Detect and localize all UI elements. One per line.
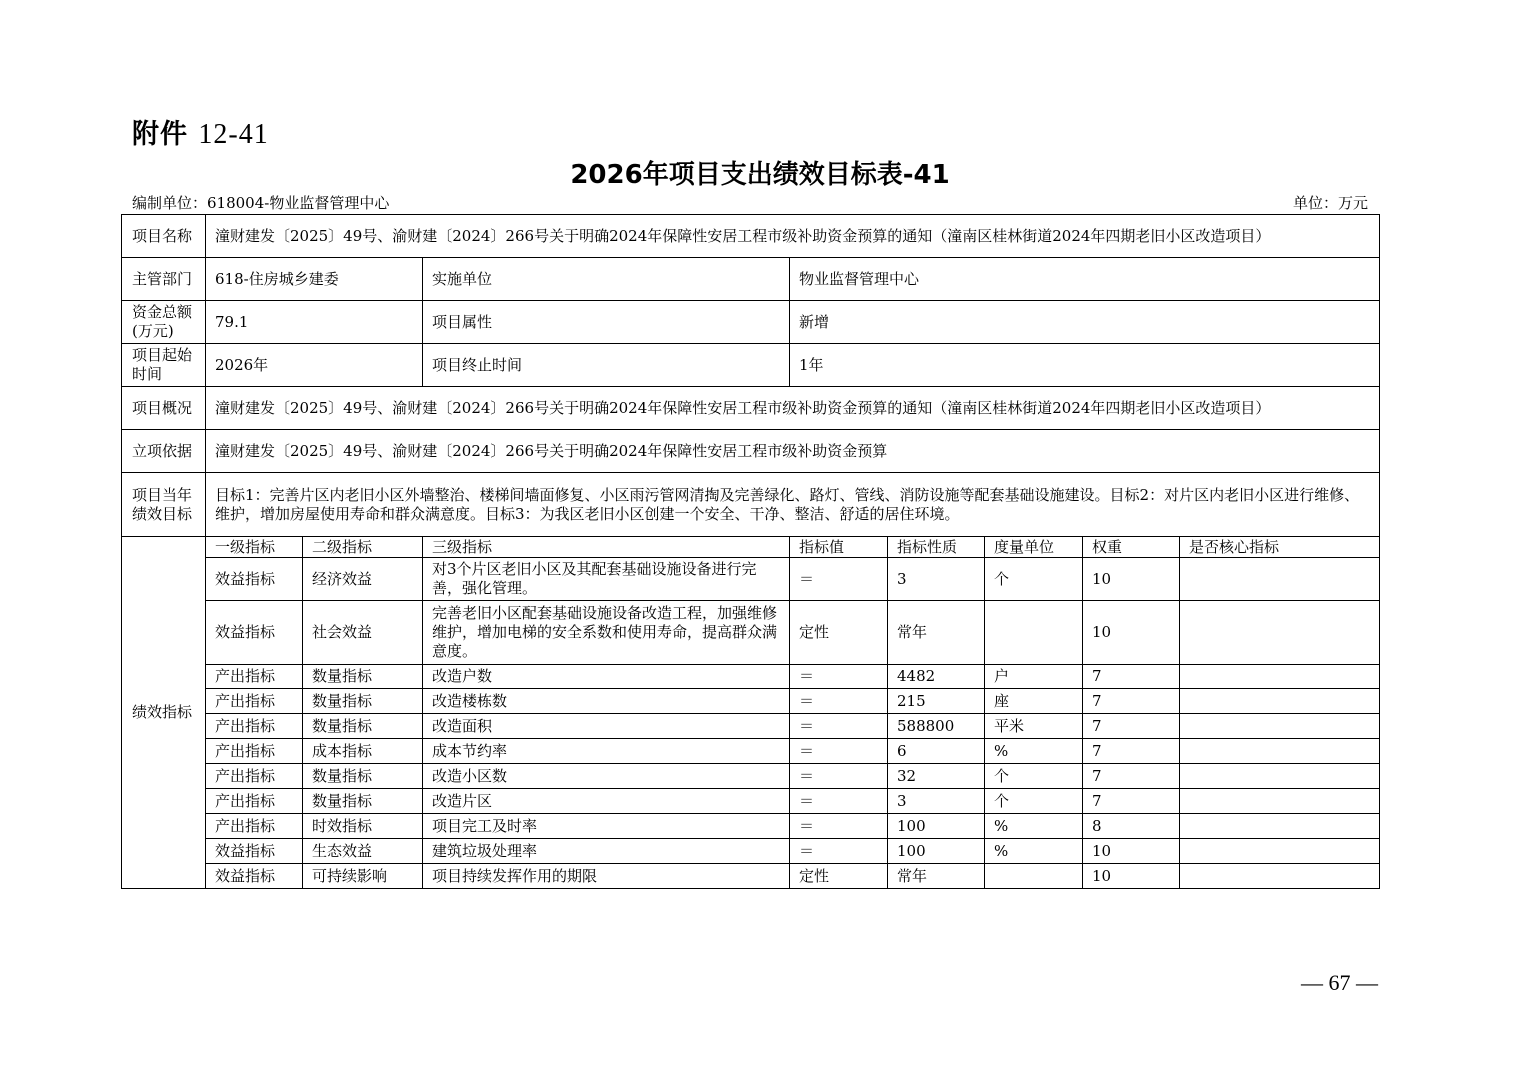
start-label: 项目起始时间: [122, 344, 206, 387]
row-project-name: [122, 215, 1380, 258]
cell-unit: 户: [985, 665, 1083, 689]
table-row: [122, 601, 1380, 665]
cell-weight: 7: [1083, 689, 1180, 714]
header-unit: 度量单位: [985, 537, 1083, 558]
end-value: 1年: [790, 344, 1380, 387]
cell-weight: 10: [1083, 601, 1180, 665]
cell-unit: 个: [985, 764, 1083, 789]
cell-level2: 数量指标: [303, 789, 423, 814]
cell-level2: 生态效益: [303, 839, 423, 864]
cell-unit: %: [985, 839, 1083, 864]
cell-value: ＝: [790, 764, 888, 789]
attr-value: 新增: [790, 301, 1380, 344]
cell-weight: 7: [1083, 789, 1180, 814]
cell-nature: 3: [888, 789, 985, 814]
goal-label: 项目当年绩效目标: [122, 473, 206, 537]
cell-level3: 成本节约率: [423, 739, 790, 764]
cell-unit: [985, 601, 1083, 665]
header-nature: 指标性质: [888, 537, 985, 558]
funds-value: 79.1: [206, 301, 423, 344]
header-core: 是否核心指标: [1180, 537, 1380, 558]
attachment-label: 附件 12-41: [132, 119, 269, 150]
cell-core: [1180, 864, 1380, 889]
table-row: [122, 789, 1380, 814]
cell-value: ＝: [790, 714, 888, 739]
cell-level3: 项目持续发挥作用的期限: [423, 864, 790, 889]
start-value: 2026年: [206, 344, 423, 387]
cell-value: ＝: [790, 689, 888, 714]
attr-label: 项目属性: [423, 301, 790, 344]
cell-level3: 改造面积: [423, 714, 790, 739]
cell-level1: 效益指标: [206, 864, 303, 889]
cell-value: ＝: [790, 814, 888, 839]
cell-level2: 可持续影响: [303, 864, 423, 889]
cell-value: ＝: [790, 789, 888, 814]
basis-label: 立项依据: [122, 430, 206, 473]
cell-weight: 10: [1083, 839, 1180, 864]
cell-level3: 改造小区数: [423, 764, 790, 789]
cell-nature: 6: [888, 739, 985, 764]
cell-core: [1180, 814, 1380, 839]
cell-level2: 社会效益: [303, 601, 423, 665]
cell-unit: %: [985, 814, 1083, 839]
cell-level3: 改造楼栋数: [423, 689, 790, 714]
cell-unit: 座: [985, 689, 1083, 714]
cell-value: ＝: [790, 739, 888, 764]
header-level2: 二级指标: [303, 537, 423, 558]
indicators-section-label: 绩效指标: [122, 537, 206, 889]
cell-level3: 项目完工及时率: [423, 814, 790, 839]
cell-level2: 数量指标: [303, 714, 423, 739]
table-row: [122, 839, 1380, 864]
header-level3: 三级指标: [423, 537, 790, 558]
header-value: 指标值: [790, 537, 888, 558]
cell-level1: 产出指标: [206, 689, 303, 714]
header-weight: 权重: [1083, 537, 1180, 558]
cell-core: [1180, 714, 1380, 739]
funds-label: 资金总额(万元): [122, 301, 206, 344]
cell-level2: 数量指标: [303, 689, 423, 714]
cell-level1: 效益指标: [206, 558, 303, 601]
page-title: 2026年项目支出绩效目标表-41: [570, 160, 950, 190]
dept-label: 主管部门: [122, 258, 206, 301]
row-overview: [122, 387, 1380, 430]
cell-level2: 数量指标: [303, 764, 423, 789]
cell-value: ＝: [790, 558, 888, 601]
cell-level1: 产出指标: [206, 764, 303, 789]
cell-unit: 平米: [985, 714, 1083, 739]
overview-label: 项目概况: [122, 387, 206, 430]
cell-level1: 效益指标: [206, 601, 303, 665]
performance-table: [121, 214, 1380, 889]
cell-weight: 8: [1083, 814, 1180, 839]
table-row: [122, 689, 1380, 714]
cell-level2: 经济效益: [303, 558, 423, 601]
header-level1: 一级指标: [206, 537, 303, 558]
cell-core: [1180, 739, 1380, 764]
table-row: [122, 764, 1380, 789]
cell-nature: 3: [888, 558, 985, 601]
attachment-number: 12-41: [198, 119, 269, 150]
cell-level3: 改造户数: [423, 665, 790, 689]
cell-level2: 数量指标: [303, 665, 423, 689]
cell-level3: 建筑垃圾处理率: [423, 839, 790, 864]
row-basis: [122, 430, 1380, 473]
cell-nature: 常年: [888, 601, 985, 665]
cell-nature: 32: [888, 764, 985, 789]
row-goal: [122, 473, 1380, 537]
cell-nature: 100: [888, 839, 985, 864]
cell-unit: [985, 864, 1083, 889]
cell-level1: 产出指标: [206, 739, 303, 764]
cell-value: ＝: [790, 839, 888, 864]
impl-value: 物业监督管理中心: [790, 258, 1380, 301]
cell-level1: 效益指标: [206, 839, 303, 864]
overview-value: 潼财建发〔2025〕49号、渝财建〔2024〕266号关于明确2024年保障性安居工程市级补助资金预算的通知（潼南区桂林街道2024年四期老旧小区改造项目）: [206, 387, 1380, 430]
indicator-header-row: [122, 537, 1380, 558]
cell-value: 定性: [790, 601, 888, 665]
cell-level3: 改造片区: [423, 789, 790, 814]
cell-weight: 10: [1083, 558, 1180, 601]
cell-nature: 588800: [888, 714, 985, 739]
table-row: [122, 665, 1380, 689]
cell-level2: 成本指标: [303, 739, 423, 764]
cell-core: [1180, 764, 1380, 789]
table-row: [122, 714, 1380, 739]
cell-core: [1180, 839, 1380, 864]
cell-value: ＝: [790, 665, 888, 689]
cell-nature: 215: [888, 689, 985, 714]
cell-level1: 产出指标: [206, 814, 303, 839]
cell-core: [1180, 665, 1380, 689]
cell-core: [1180, 558, 1380, 601]
row-department: [122, 258, 1380, 301]
cell-level1: 产出指标: [206, 714, 303, 739]
compiler-unit: 编制单位：618004-物业监督管理中心: [132, 194, 390, 212]
row-period: [122, 344, 1380, 387]
cell-weight: 7: [1083, 665, 1180, 689]
project-name-value: 潼财建发〔2025〕49号、渝财建〔2024〕266号关于明确2024年保障性安居工程市级补助资金预算的通知（潼南区桂林街道2024年四期老旧小区改造项目）: [206, 215, 1380, 258]
cell-weight: 10: [1083, 864, 1180, 889]
cell-level1: 产出指标: [206, 665, 303, 689]
cell-level3: 完善老旧小区配套基础设施设备改造工程，加强维修维护，增加电梯的安全系数和使用寿命，提高群众满意度。: [423, 601, 790, 665]
goal-value: 目标1：完善片区内老旧小区外墙整治、楼梯间墙面修复、小区雨污管网清掏及完善绿化、路灯、管线、消防设施等配套基础设施建设。目标2：对片区内老旧小区进行维修、维护，增加房屋使用寿命和群众满意度。目标3：为我区老旧小区创建一个安全、干净、整洁、舒适的居住环境。: [206, 473, 1380, 537]
currency-unit: 单位：万元: [1292, 194, 1368, 212]
cell-core: [1180, 601, 1380, 665]
table-row: [122, 814, 1380, 839]
dept-value: 618-住房城乡建委: [206, 258, 423, 301]
cell-unit: 个: [985, 789, 1083, 814]
cell-unit: 个: [985, 558, 1083, 601]
cell-level1: 产出指标: [206, 789, 303, 814]
cell-level3: 对3个片区老旧小区及其配套基础设施设备进行完善，强化管理。: [423, 558, 790, 601]
project-name-label: 项目名称: [122, 215, 206, 258]
cell-unit: %: [985, 739, 1083, 764]
cell-core: [1180, 789, 1380, 814]
row-funds: [122, 301, 1380, 344]
cell-weight: 7: [1083, 714, 1180, 739]
page-number: — 67 —: [1301, 970, 1378, 995]
cell-nature: 100: [888, 814, 985, 839]
impl-label: 实施单位: [423, 258, 790, 301]
basis-value: 潼财建发〔2025〕49号、渝财建〔2024〕266号关于明确2024年保障性安居工程市级补助资金预算: [206, 430, 1380, 473]
cell-core: [1180, 689, 1380, 714]
cell-nature: 常年: [888, 864, 985, 889]
cell-value: 定性: [790, 864, 888, 889]
table-row: [122, 864, 1380, 889]
end-label: 项目终止时间: [423, 344, 790, 387]
table-row: [122, 739, 1380, 764]
cell-weight: 7: [1083, 764, 1180, 789]
cell-nature: 4482: [888, 665, 985, 689]
cell-level2: 时效指标: [303, 814, 423, 839]
table-row: [122, 558, 1380, 601]
cell-weight: 7: [1083, 739, 1180, 764]
